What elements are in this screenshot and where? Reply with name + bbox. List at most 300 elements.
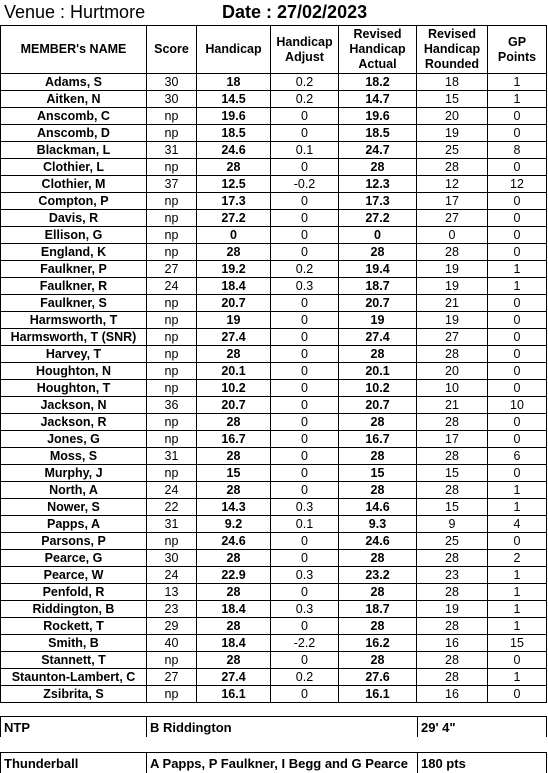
revised-actual-cell[interactable]: 24.6 — [339, 533, 417, 550]
revised-rounded-cell[interactable]: 19 — [417, 125, 488, 142]
handicap-adjust-cell[interactable]: 0.1 — [271, 516, 339, 533]
handicap-cell[interactable]: 27.2 — [197, 210, 271, 227]
score-cell[interactable]: 29 — [147, 618, 197, 635]
score-cell[interactable]: np — [147, 227, 197, 244]
revised-rounded-cell[interactable]: 15 — [417, 465, 488, 482]
member-name-cell[interactable]: Faulkner, S — [1, 295, 147, 312]
member-name-cell[interactable]: Ellison, G — [1, 227, 147, 244]
gp-points-cell[interactable]: 8 — [488, 142, 547, 159]
handicap-adjust-cell[interactable]: 0 — [271, 380, 339, 397]
revised-rounded-cell[interactable]: 28 — [417, 652, 488, 669]
revised-rounded-cell[interactable]: 15 — [417, 499, 488, 516]
revised-actual-cell[interactable]: 14.7 — [339, 91, 417, 108]
handicap-cell[interactable]: 28 — [197, 482, 271, 499]
table-row — [1, 210, 547, 227]
revised-actual-cell[interactable]: 16.2 — [339, 635, 417, 652]
member-name-cell[interactable]: Jones, G — [1, 431, 147, 448]
member-name-cell[interactable]: Faulkner, P — [1, 261, 147, 278]
handicap-cell[interactable]: 22.9 — [197, 567, 271, 584]
revised-rounded-cell[interactable]: 27 — [417, 210, 488, 227]
revised-rounded-cell[interactable]: 9 — [417, 516, 488, 533]
revised-rounded-cell[interactable]: 28 — [417, 550, 488, 567]
handicap-cell[interactable]: 20.7 — [197, 295, 271, 312]
gp-points-cell[interactable]: 1 — [488, 278, 547, 295]
handicap-cell[interactable]: 28 — [197, 652, 271, 669]
revised-actual-cell[interactable]: 28 — [339, 652, 417, 669]
score-cell[interactable]: 22 — [147, 499, 197, 516]
handicap-cell[interactable]: 24.6 — [197, 142, 271, 159]
revised-actual-cell[interactable]: 9.3 — [339, 516, 417, 533]
revised-rounded-cell[interactable]: 28 — [417, 414, 488, 431]
member-name-cell[interactable]: Clothier, M — [1, 176, 147, 193]
venue-label: Venue : Hurtmore — [4, 2, 145, 23]
handicap-adjust-cell[interactable]: 0 — [271, 295, 339, 312]
revised-rounded-cell[interactable]: 19 — [417, 278, 488, 295]
score-cell[interactable]: 24 — [147, 567, 197, 584]
revised-actual-cell[interactable]: 18.5 — [339, 125, 417, 142]
score-cell[interactable]: np — [147, 465, 197, 482]
member-name-cell[interactable]: Jackson, N — [1, 397, 147, 414]
handicap-cell[interactable]: 27.4 — [197, 669, 271, 686]
results-table — [0, 25, 547, 703]
revised-rounded-cell[interactable]: 28 — [417, 346, 488, 363]
score-cell[interactable]: np — [147, 431, 197, 448]
revised-actual-cell[interactable]: 28 — [339, 482, 417, 499]
table-row — [1, 363, 547, 380]
handicap-adjust-cell[interactable]: 0 — [271, 159, 339, 176]
gp-points-cell[interactable]: 15 — [488, 635, 547, 652]
handicap-cell[interactable]: 18.4 — [197, 635, 271, 652]
score-cell[interactable]: np — [147, 295, 197, 312]
score-cell[interactable]: 31 — [147, 448, 197, 465]
handicap-adjust-cell[interactable]: 0 — [271, 465, 339, 482]
revised-rounded-cell[interactable]: 15 — [417, 91, 488, 108]
score-cell[interactable]: 31 — [147, 142, 197, 159]
gp-points-cell[interactable]: 0 — [488, 193, 547, 210]
handicap-adjust-cell[interactable]: 0 — [271, 652, 339, 669]
revised-actual-cell[interactable]: 28 — [339, 159, 417, 176]
score-cell[interactable]: 30 — [147, 74, 197, 91]
member-name-cell[interactable]: Harvey, T — [1, 346, 147, 363]
handicap-cell[interactable]: 19.2 — [197, 261, 271, 278]
gp-points-cell[interactable]: 10 — [488, 397, 547, 414]
revised-actual-cell[interactable]: 16.7 — [339, 431, 417, 448]
table-row — [1, 312, 547, 329]
member-name-cell[interactable]: Moss, S — [1, 448, 147, 465]
revised-actual-cell[interactable]: 0 — [339, 227, 417, 244]
revised-rounded-cell[interactable]: 19 — [417, 312, 488, 329]
revised-rounded-cell[interactable]: 16 — [417, 635, 488, 652]
col-header-revised-actual[interactable]: Revised Handicap Actual — [339, 26, 417, 74]
gp-points-cell[interactable]: 1 — [488, 74, 547, 91]
handicap-adjust-cell[interactable]: 0.3 — [271, 278, 339, 295]
col-header-handicap-adjust[interactable]: Handicap Adjust — [271, 26, 339, 74]
handicap-adjust-cell[interactable]: 0 — [271, 584, 339, 601]
handicap-adjust-cell[interactable]: 0 — [271, 227, 339, 244]
score-cell[interactable]: 30 — [147, 91, 197, 108]
member-name-cell[interactable]: Clothier, L — [1, 159, 147, 176]
revised-actual-cell[interactable]: 20.7 — [339, 295, 417, 312]
score-cell[interactable]: 24 — [147, 482, 197, 499]
thunderball-names[interactable]: A Papps, P Faulkner, I Begg and G Pearce — [147, 753, 418, 773]
handicap-adjust-cell[interactable]: 0 — [271, 312, 339, 329]
score-cell[interactable]: np — [147, 159, 197, 176]
revised-rounded-cell[interactable]: 17 — [417, 431, 488, 448]
table-row — [1, 227, 547, 244]
revised-actual-cell[interactable]: 28 — [339, 414, 417, 431]
member-name-cell[interactable]: Smith, B — [1, 635, 147, 652]
member-name-cell[interactable]: Harmsworth, T (SNR) — [1, 329, 147, 346]
col-header-score[interactable]: Score — [147, 26, 197, 74]
member-name-cell[interactable]: Houghton, N — [1, 363, 147, 380]
handicap-cell[interactable]: 28 — [197, 618, 271, 635]
handicap-adjust-cell[interactable]: 0.3 — [271, 601, 339, 618]
member-name-cell[interactable]: Staunton-Lambert, C — [1, 669, 147, 686]
ntp-distance[interactable]: 29' 4" — [418, 717, 547, 738]
member-name-cell[interactable]: England, K — [1, 244, 147, 261]
table-row — [1, 584, 547, 601]
table-row — [1, 176, 547, 193]
member-name-cell[interactable]: Stannett, T — [1, 652, 147, 669]
member-name-cell[interactable]: Penfold, R — [1, 584, 147, 601]
handicap-cell[interactable]: 15 — [197, 465, 271, 482]
handicap-cell[interactable]: 9.2 — [197, 516, 271, 533]
gp-points-cell[interactable]: 1 — [488, 584, 547, 601]
handicap-adjust-cell[interactable]: 0 — [271, 210, 339, 227]
revised-actual-cell[interactable]: 18.7 — [339, 278, 417, 295]
revised-rounded-cell[interactable]: 16 — [417, 686, 488, 703]
gp-points-cell[interactable]: 0 — [488, 414, 547, 431]
member-name-cell[interactable]: Harmsworth, T — [1, 312, 147, 329]
score-cell[interactable]: np — [147, 346, 197, 363]
score-cell[interactable]: np — [147, 363, 197, 380]
revised-actual-cell[interactable]: 23.2 — [339, 567, 417, 584]
gp-points-cell[interactable]: 1 — [488, 91, 547, 108]
handicap-cell[interactable]: 28 — [197, 244, 271, 261]
table-row — [1, 414, 547, 431]
gp-points-cell[interactable]: 0 — [488, 652, 547, 669]
gp-points-cell[interactable]: 1 — [488, 618, 547, 635]
gp-points-cell[interactable]: 1 — [488, 601, 547, 618]
score-cell[interactable]: np — [147, 210, 197, 227]
revised-rounded-cell[interactable]: 10 — [417, 380, 488, 397]
revised-rounded-cell[interactable]: 19 — [417, 261, 488, 278]
handicap-cell[interactable]: 28 — [197, 346, 271, 363]
handicap-cell[interactable]: 18.4 — [197, 278, 271, 295]
handicap-cell[interactable]: 12.5 — [197, 176, 271, 193]
gp-points-cell[interactable]: 0 — [488, 346, 547, 363]
member-name-cell[interactable]: Parsons, P — [1, 533, 147, 550]
revised-actual-cell[interactable]: 19.6 — [339, 108, 417, 125]
handicap-adjust-cell[interactable]: 0.1 — [271, 142, 339, 159]
handicap-cell[interactable]: 14.3 — [197, 499, 271, 516]
gp-points-cell[interactable]: 0 — [488, 431, 547, 448]
member-name-cell[interactable]: Pearce, G — [1, 550, 147, 567]
member-name-cell[interactable]: Riddington, B — [1, 601, 147, 618]
table-row — [1, 397, 547, 414]
member-name-cell[interactable]: Faulkner, R — [1, 278, 147, 295]
revised-actual-cell[interactable]: 28 — [339, 346, 417, 363]
handicap-adjust-cell[interactable]: 0 — [271, 125, 339, 142]
revised-actual-cell[interactable]: 10.2 — [339, 380, 417, 397]
handicap-cell[interactable]: 20.7 — [197, 397, 271, 414]
handicap-cell[interactable]: 28 — [197, 550, 271, 567]
gp-points-cell[interactable]: 0 — [488, 465, 547, 482]
table-row — [1, 380, 547, 397]
date-label: Date : 27/02/2023 — [222, 2, 367, 23]
handicap-adjust-cell[interactable]: 0 — [271, 244, 339, 261]
handicap-adjust-cell[interactable]: 0.2 — [271, 74, 339, 91]
handicap-adjust-cell[interactable]: 0 — [271, 397, 339, 414]
gp-points-cell[interactable]: 0 — [488, 329, 547, 346]
table-row — [1, 329, 547, 346]
table-row — [1, 431, 547, 448]
gp-points-cell[interactable]: 0 — [488, 380, 547, 397]
handicap-cell[interactable]: 18.4 — [197, 601, 271, 618]
handicap-adjust-cell[interactable]: 0 — [271, 618, 339, 635]
score-cell[interactable]: 24 — [147, 278, 197, 295]
handicap-cell[interactable]: 28 — [197, 159, 271, 176]
handicap-cell[interactable]: 14.5 — [197, 91, 271, 108]
revised-rounded-cell[interactable]: 17 — [417, 193, 488, 210]
table-row — [1, 669, 547, 686]
table-row — [1, 465, 547, 482]
gp-points-cell[interactable]: 0 — [488, 210, 547, 227]
member-name-cell[interactable]: Jackson, R — [1, 414, 147, 431]
handicap-cell[interactable]: 28 — [197, 448, 271, 465]
table-row — [1, 74, 547, 91]
revised-rounded-cell[interactable]: 28 — [417, 244, 488, 261]
gp-points-cell[interactable]: 0 — [488, 108, 547, 125]
revised-rounded-cell[interactable]: 28 — [417, 669, 488, 686]
revised-actual-cell[interactable]: 18.2 — [339, 74, 417, 91]
score-cell[interactable]: np — [147, 414, 197, 431]
handicap-cell[interactable]: 18 — [197, 74, 271, 91]
table-row — [1, 278, 547, 295]
revised-actual-cell[interactable]: 27.6 — [339, 669, 417, 686]
handicap-adjust-cell[interactable]: 0.3 — [271, 499, 339, 516]
revised-rounded-cell[interactable]: 27 — [417, 329, 488, 346]
member-name-cell[interactable]: Nower, S — [1, 499, 147, 516]
gp-points-cell[interactable]: 0 — [488, 533, 547, 550]
revised-actual-cell[interactable]: 20.7 — [339, 397, 417, 414]
revised-actual-cell[interactable]: 16.1 — [339, 686, 417, 703]
member-name-cell[interactable]: North, A — [1, 482, 147, 499]
handicap-adjust-cell[interactable]: 0 — [271, 108, 339, 125]
handicap-cell[interactable]: 20.1 — [197, 363, 271, 380]
gp-points-cell[interactable]: 0 — [488, 295, 547, 312]
table-row — [1, 125, 547, 142]
revised-actual-cell[interactable]: 28 — [339, 584, 417, 601]
gp-points-cell[interactable]: 2 — [488, 550, 547, 567]
score-cell[interactable]: 36 — [147, 397, 197, 414]
handicap-cell[interactable]: 19.6 — [197, 108, 271, 125]
member-name-cell[interactable]: Anscomb, C — [1, 108, 147, 125]
table-row — [1, 686, 547, 703]
handicap-adjust-cell[interactable]: 0 — [271, 686, 339, 703]
revised-actual-cell[interactable]: 28 — [339, 550, 417, 567]
score-cell[interactable]: 40 — [147, 635, 197, 652]
revised-rounded-cell[interactable]: 28 — [417, 448, 488, 465]
handicap-adjust-cell[interactable]: 0 — [271, 533, 339, 550]
col-header-handicap[interactable]: Handicap — [197, 26, 271, 74]
revised-actual-cell[interactable]: 24.7 — [339, 142, 417, 159]
handicap-adjust-cell[interactable]: 0 — [271, 482, 339, 499]
revised-rounded-cell[interactable]: 19 — [417, 601, 488, 618]
member-name-cell[interactable]: Adams, S — [1, 74, 147, 91]
handicap-adjust-cell[interactable]: 0 — [271, 329, 339, 346]
revised-rounded-cell[interactable]: 28 — [417, 618, 488, 635]
table-row — [1, 601, 547, 618]
member-name-cell[interactable]: Rockett, T — [1, 618, 147, 635]
score-cell[interactable]: np — [147, 652, 197, 669]
gp-points-cell[interactable]: 12 — [488, 176, 547, 193]
ntp-footer — [0, 716, 547, 737]
revised-rounded-cell[interactable]: 0 — [417, 227, 488, 244]
handicap-cell[interactable]: 18.5 — [197, 125, 271, 142]
thunderball-row — [1, 753, 547, 773]
revised-actual-cell[interactable]: 27.2 — [339, 210, 417, 227]
member-name-cell[interactable]: Houghton, T — [1, 380, 147, 397]
handicap-cell[interactable]: 24.6 — [197, 533, 271, 550]
col-header-gp-points[interactable]: GP Points — [488, 26, 547, 74]
score-cell[interactable]: np — [147, 533, 197, 550]
handicap-cell[interactable]: 27.4 — [197, 329, 271, 346]
revised-actual-cell[interactable]: 20.1 — [339, 363, 417, 380]
gp-points-cell[interactable]: 0 — [488, 159, 547, 176]
gp-points-cell[interactable]: 1 — [488, 499, 547, 516]
handicap-cell[interactable]: 28 — [197, 584, 271, 601]
revised-rounded-cell[interactable]: 20 — [417, 363, 488, 380]
revised-rounded-cell[interactable]: 25 — [417, 142, 488, 159]
revised-rounded-cell[interactable]: 18 — [417, 74, 488, 91]
handicap-adjust-cell[interactable]: 0.2 — [271, 91, 339, 108]
thunderball-label[interactable]: Thunderball — [1, 753, 147, 773]
revised-actual-cell[interactable]: 28 — [339, 448, 417, 465]
table-row — [1, 193, 547, 210]
revised-actual-cell[interactable]: 12.3 — [339, 176, 417, 193]
handicap-adjust-cell[interactable]: 0.3 — [271, 567, 339, 584]
revised-actual-cell[interactable]: 17.3 — [339, 193, 417, 210]
score-cell[interactable]: 30 — [147, 550, 197, 567]
gp-points-cell[interactable]: 6 — [488, 448, 547, 465]
thunderball-points[interactable]: 180 pts — [418, 753, 547, 773]
handicap-cell[interactable]: 28 — [197, 414, 271, 431]
score-cell[interactable]: np — [147, 686, 197, 703]
handicap-cell[interactable]: 0 — [197, 227, 271, 244]
score-cell[interactable]: np — [147, 312, 197, 329]
revised-actual-cell[interactable]: 18.7 — [339, 601, 417, 618]
revised-rounded-cell[interactable]: 12 — [417, 176, 488, 193]
revised-rounded-cell[interactable]: 20 — [417, 108, 488, 125]
ntp-label[interactable]: NTP — [1, 717, 147, 738]
revised-rounded-cell[interactable]: 28 — [417, 482, 488, 499]
revised-rounded-cell[interactable]: 28 — [417, 584, 488, 601]
col-header-name[interactable]: MEMBER's NAME — [1, 26, 147, 74]
gp-points-cell[interactable]: 1 — [488, 567, 547, 584]
gp-points-cell[interactable]: 4 — [488, 516, 547, 533]
gp-points-cell[interactable]: 0 — [488, 312, 547, 329]
handicap-adjust-cell[interactable]: 0.2 — [271, 261, 339, 278]
gp-points-cell[interactable]: 0 — [488, 363, 547, 380]
handicap-adjust-cell[interactable]: 0 — [271, 550, 339, 567]
score-cell[interactable]: np — [147, 244, 197, 261]
handicap-cell[interactable]: 17.3 — [197, 193, 271, 210]
revised-actual-cell[interactable]: 27.4 — [339, 329, 417, 346]
score-cell[interactable]: np — [147, 193, 197, 210]
handicap-adjust-cell[interactable]: 0 — [271, 193, 339, 210]
gp-points-cell[interactable]: 0 — [488, 227, 547, 244]
gp-points-cell[interactable]: 0 — [488, 686, 547, 703]
member-name-cell[interactable]: Aitken, N — [1, 91, 147, 108]
member-name-cell[interactable]: Anscomb, D — [1, 125, 147, 142]
member-name-cell[interactable]: Papps, A — [1, 516, 147, 533]
col-header-revised-rounded[interactable]: Revised Handicap Rounded — [417, 26, 488, 74]
gp-points-cell[interactable]: 0 — [488, 125, 547, 142]
member-name-cell[interactable]: Murphy, J — [1, 465, 147, 482]
score-cell[interactable]: 13 — [147, 584, 197, 601]
handicap-cell[interactable]: 19 — [197, 312, 271, 329]
gp-points-cell[interactable]: 1 — [488, 669, 547, 686]
handicap-cell[interactable]: 16.7 — [197, 431, 271, 448]
handicap-adjust-cell[interactable]: 0.2 — [271, 669, 339, 686]
score-cell[interactable]: np — [147, 329, 197, 346]
score-cell[interactable]: 27 — [147, 669, 197, 686]
revised-rounded-cell[interactable]: 21 — [417, 397, 488, 414]
table-row — [1, 618, 547, 635]
revised-rounded-cell[interactable]: 23 — [417, 567, 488, 584]
member-name-cell[interactable]: Blackman, L — [1, 142, 147, 159]
score-cell[interactable]: 31 — [147, 516, 197, 533]
handicap-adjust-cell[interactable]: 0 — [271, 448, 339, 465]
member-name-cell[interactable]: Davis, R — [1, 210, 147, 227]
handicap-adjust-cell[interactable]: 0 — [271, 363, 339, 380]
handicap-adjust-cell[interactable]: -2.2 — [271, 635, 339, 652]
gp-points-cell[interactable]: 1 — [488, 261, 547, 278]
table-row — [1, 550, 547, 567]
handicap-adjust-cell[interactable]: 0 — [271, 431, 339, 448]
ntp-name[interactable]: B Riddington — [147, 717, 418, 738]
handicap-cell[interactable]: 16.1 — [197, 686, 271, 703]
member-name-cell[interactable]: Pearce, W — [1, 567, 147, 584]
revised-actual-cell[interactable]: 15 — [339, 465, 417, 482]
gp-points-cell[interactable]: 0 — [488, 244, 547, 261]
score-cell[interactable]: 37 — [147, 176, 197, 193]
revised-rounded-cell[interactable]: 28 — [417, 159, 488, 176]
handicap-adjust-cell[interactable]: 0 — [271, 346, 339, 363]
score-cell[interactable]: np — [147, 380, 197, 397]
score-cell[interactable]: np — [147, 125, 197, 142]
handicap-adjust-cell[interactable]: 0 — [271, 414, 339, 431]
score-cell[interactable]: np — [147, 108, 197, 125]
revised-actual-cell[interactable]: 28 — [339, 618, 417, 635]
member-name-cell[interactable]: Compton, P — [1, 193, 147, 210]
revised-actual-cell[interactable]: 19 — [339, 312, 417, 329]
revised-actual-cell[interactable]: 14.6 — [339, 499, 417, 516]
table-row — [1, 159, 547, 176]
revised-rounded-cell[interactable]: 21 — [417, 295, 488, 312]
revised-actual-cell[interactable]: 28 — [339, 244, 417, 261]
score-cell[interactable]: 23 — [147, 601, 197, 618]
handicap-cell[interactable]: 10.2 — [197, 380, 271, 397]
member-name-cell[interactable]: Zsibrita, S — [1, 686, 147, 703]
table-row — [1, 516, 547, 533]
gp-points-cell[interactable]: 1 — [488, 482, 547, 499]
revised-rounded-cell[interactable]: 25 — [417, 533, 488, 550]
revised-actual-cell[interactable]: 19.4 — [339, 261, 417, 278]
score-cell[interactable]: 27 — [147, 261, 197, 278]
handicap-adjust-cell[interactable]: -0.2 — [271, 176, 339, 193]
